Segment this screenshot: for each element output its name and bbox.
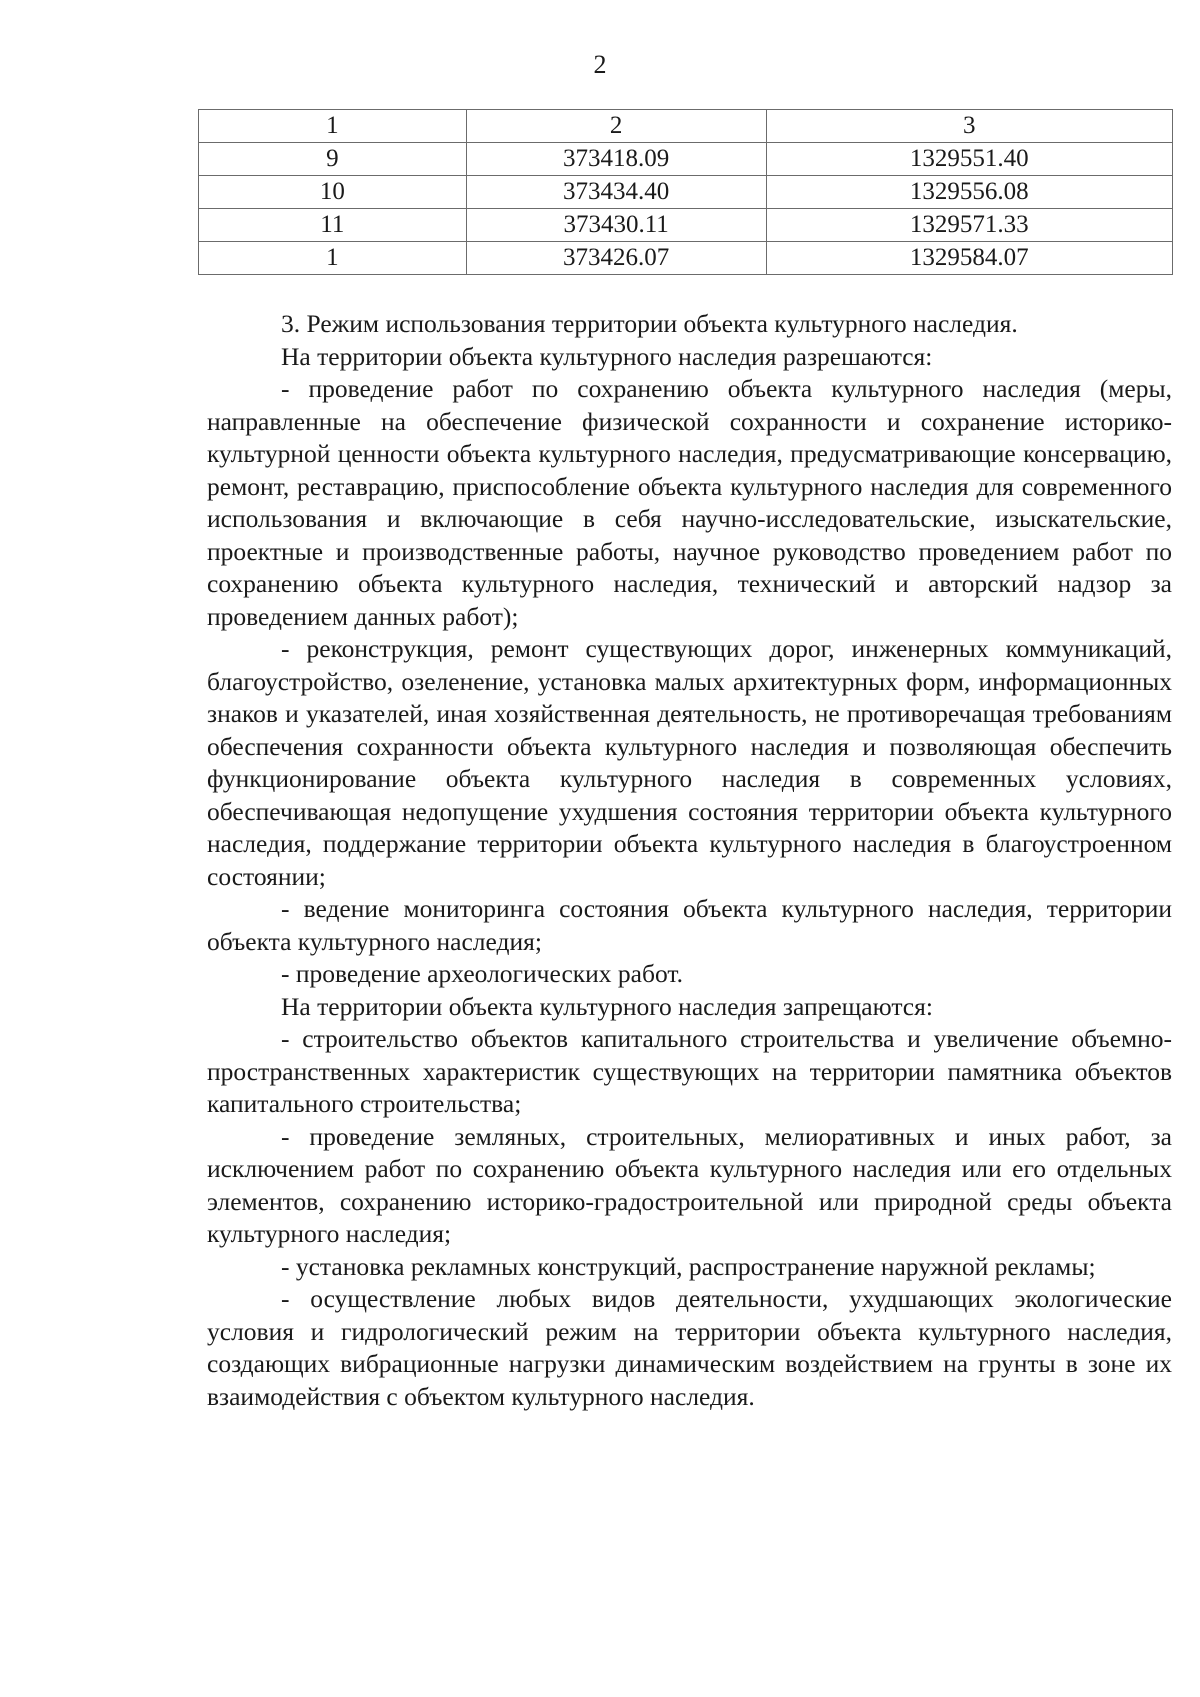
table-row bbox=[199, 209, 1173, 242]
coordinates-table bbox=[198, 109, 1173, 275]
point-number-cell: 11 bbox=[199, 209, 467, 242]
forbidden-item: - строительство объектов капитального строительства и увеличение объемно-пространственных характеристик существующих на территории памятника объектов капитального строительства; bbox=[207, 1024, 1172, 1118]
table-row bbox=[199, 176, 1173, 209]
forbidden-item: - осуществление любых видов деятельности, ухудшающих экологические условия и гидрологический режим на территории объекта культурного наследия, создающих вибрационные нагрузки динамическим воздействием на грунты в зоне их взаимодействия с объектом культурного наследия. bbox=[207, 1284, 1172, 1411]
table-row bbox=[199, 143, 1173, 176]
x-coordinate-cell: 373434.40 bbox=[466, 176, 766, 209]
section-heading: 3. Режим использования территории объекта культурного наследия. bbox=[281, 309, 1018, 338]
allowed-item: - проведение работ по сохранению объекта культурного наследия (меры, направленные на обеспечение физической сохранности и сохранение историко-культурной ценности объекта культурного наследия, предусматривающие консервацию, ремонт, реставрацию, приспособление объекта культурного наследия для современного использования и включающие в себя научно-исследовательские, изыскательские, проектные и производственные работы, научное руководство проведением работ по сохранению объекта культурного наследия, технический и авторский надзор за проведением данных работ); bbox=[207, 374, 1172, 631]
table-header-row bbox=[199, 110, 1173, 143]
forbidden-item: - проведение земляных, строительных, мелиоративных и иных работ, за исключением работ по сохранению объекта культурного наследия или его отдельных элементов, сохранению историко-градостроительной или природной среды объекта культурного наследия; bbox=[207, 1121, 1172, 1248]
allowed-intro: На территории объекта культурного наследия разрешаются: bbox=[281, 341, 933, 371]
allowed-item: - реконструкция, ремонт существующих дорог, инженерных коммуникаций, благоустройство, озеленение, установка малых архитектурных форм, информационных знаков и указателей, иная хозяйственная деятельность, не противоречащая требованиям обеспечения сохранности объекта культурного наследия и позволяющая обеспечить функционирование объекта культурного наследия в современных условиях, обеспечивающая недопущение ухудшения состояния территории объекта культурного наследия, поддержание территории объекта культурного наследия в благоустроенном состоянии; bbox=[207, 634, 1172, 891]
y-coordinate-cell: 1329551.40 bbox=[766, 143, 1172, 176]
y-coordinate-cell: 1329556.08 bbox=[766, 176, 1172, 209]
forbidden-item: - установка рекламных конструкций, распространение наружной рекламы; bbox=[281, 1251, 1096, 1281]
x-coordinate-cell: 373426.07 bbox=[466, 242, 766, 275]
page-number: 2 bbox=[593, 50, 607, 79]
y-coordinate-cell: 1329571.33 bbox=[766, 209, 1172, 242]
x-coordinate-cell: 373430.11 bbox=[466, 209, 766, 242]
column-header: 3 bbox=[766, 110, 1172, 143]
column-header: 2 bbox=[466, 110, 766, 143]
x-coordinate-cell: 373418.09 bbox=[466, 143, 766, 176]
allowed-item: - проведение археологических работ. bbox=[281, 959, 683, 988]
point-number-cell: 9 bbox=[199, 143, 467, 176]
y-coordinate-cell: 1329584.07 bbox=[766, 242, 1172, 275]
forbidden-intro: На территории объекта культурного наследия запрещаются: bbox=[281, 991, 933, 1021]
table-row bbox=[199, 242, 1173, 275]
allowed-item: - ведение мониторинга состояния объекта культурного наследия, территории объекта культурного наследия; bbox=[207, 894, 1172, 956]
point-number-cell: 1 bbox=[199, 242, 467, 275]
column-header: 1 bbox=[199, 110, 467, 143]
document-body bbox=[207, 308, 1172, 1413]
point-number-cell: 10 bbox=[199, 176, 467, 209]
